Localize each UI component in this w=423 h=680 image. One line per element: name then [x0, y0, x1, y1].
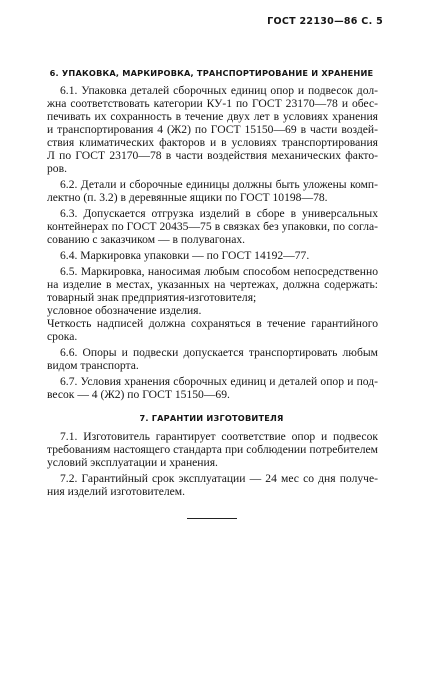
page-header: ГОСТ 22130—86 С. 5 [267, 16, 383, 27]
section-7-line: условий эксплуатации и хранения. [47, 456, 218, 469]
section-6-line: лектно (п. 3.2) в деревянные ящики по ГОСТ 10198—78. [47, 191, 328, 204]
section-6-line: весок — 4 (Ж2) по ГОСТ 15150—69. [47, 388, 230, 401]
end-divider [187, 518, 237, 519]
section-6-line: Четкость надписей должна сохраняться в течение гарантийного [47, 317, 378, 330]
section-6-line: условное обозначение изделия. [47, 304, 202, 317]
section-7-line: 7.1. Изготовитель гарантирует соответствие опор и подвесок [60, 430, 378, 443]
section-6-line: 6.3. Допускается отгрузка изделий в сборе в универсальных [60, 207, 378, 220]
section-6-line: ствия климатических факторов и в условиях транспортирования [47, 136, 378, 149]
section-6-line: печивать их сохранность в течение двух лет в условиях хранения [47, 110, 378, 123]
section-6-line: 6.7. Условия хранения сборочных единиц и деталей опор и под- [60, 375, 378, 388]
section-6-line: и транспортирования 4 (Ж2) по ГОСТ 15150—69 в части воздей- [47, 123, 378, 136]
section-7-line: ния изделий изготовителем. [47, 485, 186, 498]
section-7-line: требованиям настоящего стандарта при соблюдении потребителем [47, 443, 378, 456]
section-6-line: видом транспорта. [47, 359, 139, 372]
section-7-title: 7. ГАРАНТИИ ИЗГОТОВИТЕЛЯ [139, 413, 284, 423]
section-6-line: 6.6. Опоры и подвески допускается транспортировать любым [60, 346, 378, 359]
section-6-line: жна соответствовать категории КУ-1 по ГОСТ 23170—78 и обес- [47, 97, 378, 110]
section-6-line: на изделие в местах, указанных на чертежах, должна содержать: [47, 278, 378, 291]
section-6-line: сованию с заказчиком — в полувагонах. [47, 233, 246, 246]
section-7-line: 7.2. Гарантийный срок эксплуатации — 24 мес со дня получе- [60, 472, 378, 485]
section-6-line: срока. [47, 330, 78, 343]
section-6-line: контейнерах по ГОСТ 20435—75 в связках без упаковки, по согла- [47, 220, 378, 233]
section-6-line: 6.1. Упаковка деталей сборочных единиц опор и подвесок дол- [60, 84, 378, 97]
section-6-line: товарный знак предприятия-изготовителя; [47, 291, 257, 304]
section-6-line: ров. [47, 162, 67, 175]
section-6-title: 6. УПАКОВКА, МАРКИРОВКА, ТРАНСПОРТИРОВАНИЕ И ХРАНЕНИЕ [49, 68, 374, 78]
section-6-line: 6.5. Маркировка, наносимая любым способом непосредственно [60, 265, 378, 278]
section-6-line: Л по ГОСТ 23170—78 в части воздействия механических факто- [47, 149, 378, 162]
section-6-line: 6.4. Маркировка упаковки — по ГОСТ 14192—77. [60, 249, 310, 262]
section-6-line: 6.2. Детали и сборочные единицы должны быть уложены комп- [60, 178, 378, 191]
